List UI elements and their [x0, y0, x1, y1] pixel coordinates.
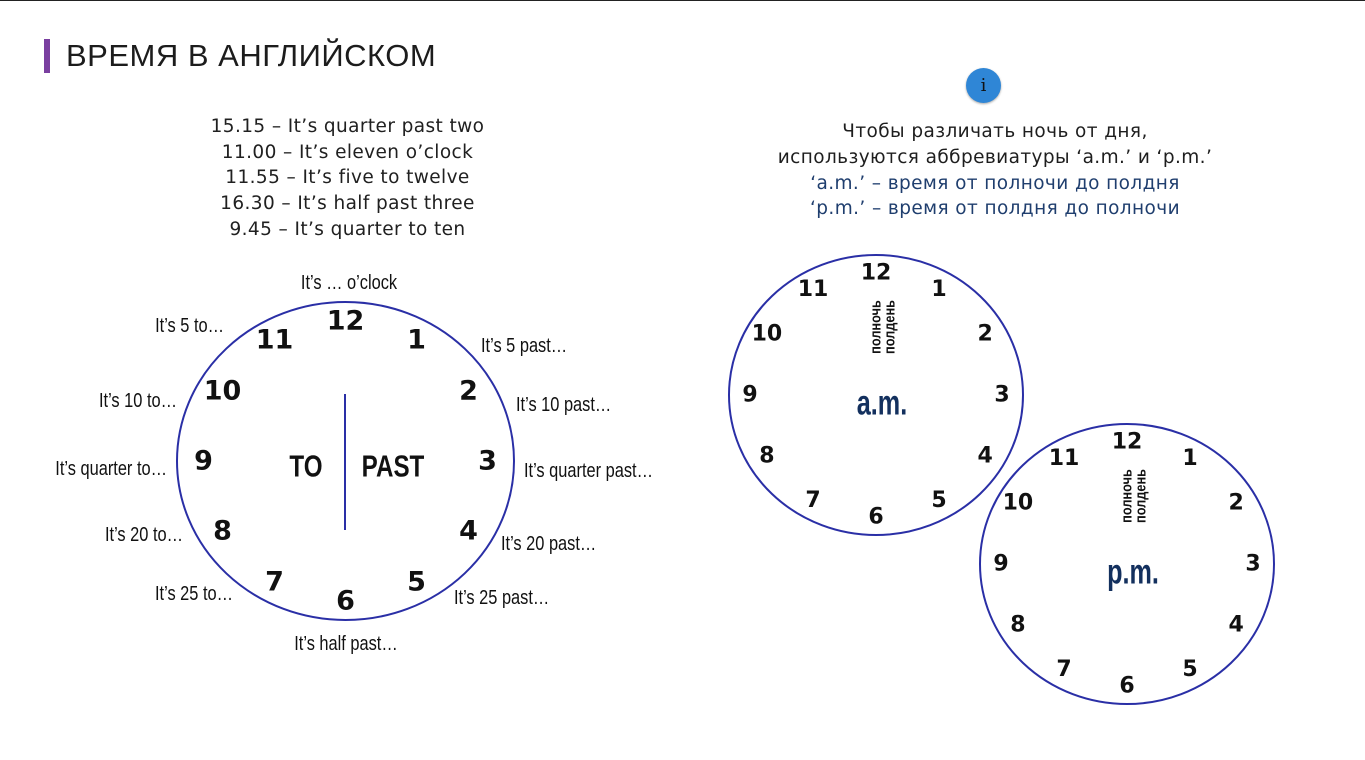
info-icon[interactable]: i [966, 68, 1001, 103]
main-clock-numeral-2: 2 [459, 375, 478, 407]
am-clock-numeral-7: 7 [805, 488, 821, 514]
am-clock-numeral-8: 8 [759, 443, 775, 469]
phrase-half-past: It’s half past… [294, 631, 398, 655]
phrase-quarter-to: It’s quarter to… [55, 456, 168, 480]
phrase-25-past: It’s 25 past… [454, 585, 550, 609]
phrase-20-past: It’s 20 past… [501, 531, 597, 555]
pm-clock-numeral-8: 8 [1010, 612, 1026, 638]
pm-clock-numeral-11: 11 [1048, 445, 1080, 471]
pm-clock-numeral-2: 2 [1228, 490, 1244, 516]
am-clock-numeral-6: 6 [868, 504, 884, 530]
phrase-10-past: It’s 10 past… [516, 392, 612, 416]
phrase-5-to: It’s 5 to… [155, 313, 225, 337]
am-label: a.m. [856, 383, 908, 423]
phrase-oclock: It’s … o’clock [300, 270, 398, 294]
main-clock-numeral-12: 12 [326, 305, 365, 337]
am-vertical-noon: полдень [880, 300, 898, 354]
am-vertical-midnight: полночь [866, 300, 884, 354]
pm-clock-numeral-6: 6 [1119, 673, 1135, 699]
pm-clock-numeral-3: 3 [1245, 551, 1261, 577]
pm-label: p.m. [1107, 552, 1159, 592]
pm-clock-numeral-7: 7 [1056, 657, 1072, 683]
example-line: 9.45 – It’s quarter to ten [229, 218, 466, 240]
main-clock-numeral-11: 11 [255, 324, 294, 356]
to-label: TO [289, 448, 323, 484]
am-clock-numeral-3: 3 [994, 382, 1010, 408]
main-clock-numeral-4: 4 [459, 515, 478, 547]
am-clock-numeral-11: 11 [797, 276, 829, 302]
phrase-5-past: It’s 5 past… [481, 333, 568, 357]
example-line: 16.30 – It’s half past three [220, 193, 475, 215]
main-clock-numeral-1: 1 [407, 324, 426, 356]
past-label: PAST [361, 448, 425, 484]
main-clock [55, 271, 653, 655]
pm-clock [980, 424, 1274, 704]
pm-clock-numeral-10: 10 [1002, 490, 1034, 516]
note-line: Чтобы различать ночь от дня, [842, 121, 1148, 142]
main-clock-numeral-7: 7 [265, 566, 284, 598]
am-clock-numeral-9: 9 [742, 382, 758, 408]
pm-clock-numeral-12: 12 [1111, 429, 1143, 455]
phrase-20-to: It’s 20 to… [104, 522, 183, 546]
am-clock-numeral-4: 4 [977, 443, 993, 469]
am-clock-numeral-5: 5 [931, 488, 947, 514]
am-clock-numeral-1: 1 [931, 276, 947, 302]
main-clock-numeral-3: 3 [478, 445, 497, 477]
pm-clock-numeral-9: 9 [993, 551, 1009, 577]
main-clock-numeral-10: 10 [203, 375, 242, 407]
example-line: 15.15 – It’s quarter past two [210, 116, 485, 137]
note-line: ‘a.m.’ – время от полночи до полдня [810, 172, 1180, 194]
note-line: используются аббревиатуры ‘a.m.’ и ‘p.m.’ [777, 146, 1213, 168]
pm-vertical-midnight: полночь [1117, 469, 1135, 523]
phrase-quarter-past: It’s quarter past… [524, 458, 653, 482]
am-clock [729, 255, 1023, 535]
page-title: ВРЕМЯ В АНГЛИЙСКОМ [66, 38, 437, 73]
phrase-25-to: It’s 25 to… [154, 581, 233, 605]
pm-vertical-noon: полдень [1131, 469, 1149, 523]
main-clock-numeral-5: 5 [407, 566, 426, 598]
example-line: 11.55 – It’s five to twelve [225, 167, 470, 189]
main-clock-numeral-6: 6 [336, 585, 355, 617]
phrase-10-to: It’s 10 to… [98, 388, 178, 412]
pm-clock-numeral-4: 4 [1228, 612, 1244, 638]
am-clock-numeral-10: 10 [751, 321, 783, 347]
example-line: 11.00 – It’s eleven o’clock [221, 141, 474, 163]
main-clock-numeral-9: 9 [194, 445, 213, 477]
main-clock-numeral-8: 8 [213, 515, 232, 547]
pm-clock-numeral-1: 1 [1182, 445, 1198, 471]
am-clock-numeral-12: 12 [860, 260, 892, 286]
pm-clock-numeral-5: 5 [1182, 657, 1198, 683]
am-clock-numeral-2: 2 [977, 321, 993, 347]
note-line: ‘p.m.’ – время от полдня до полночи [810, 198, 1180, 220]
